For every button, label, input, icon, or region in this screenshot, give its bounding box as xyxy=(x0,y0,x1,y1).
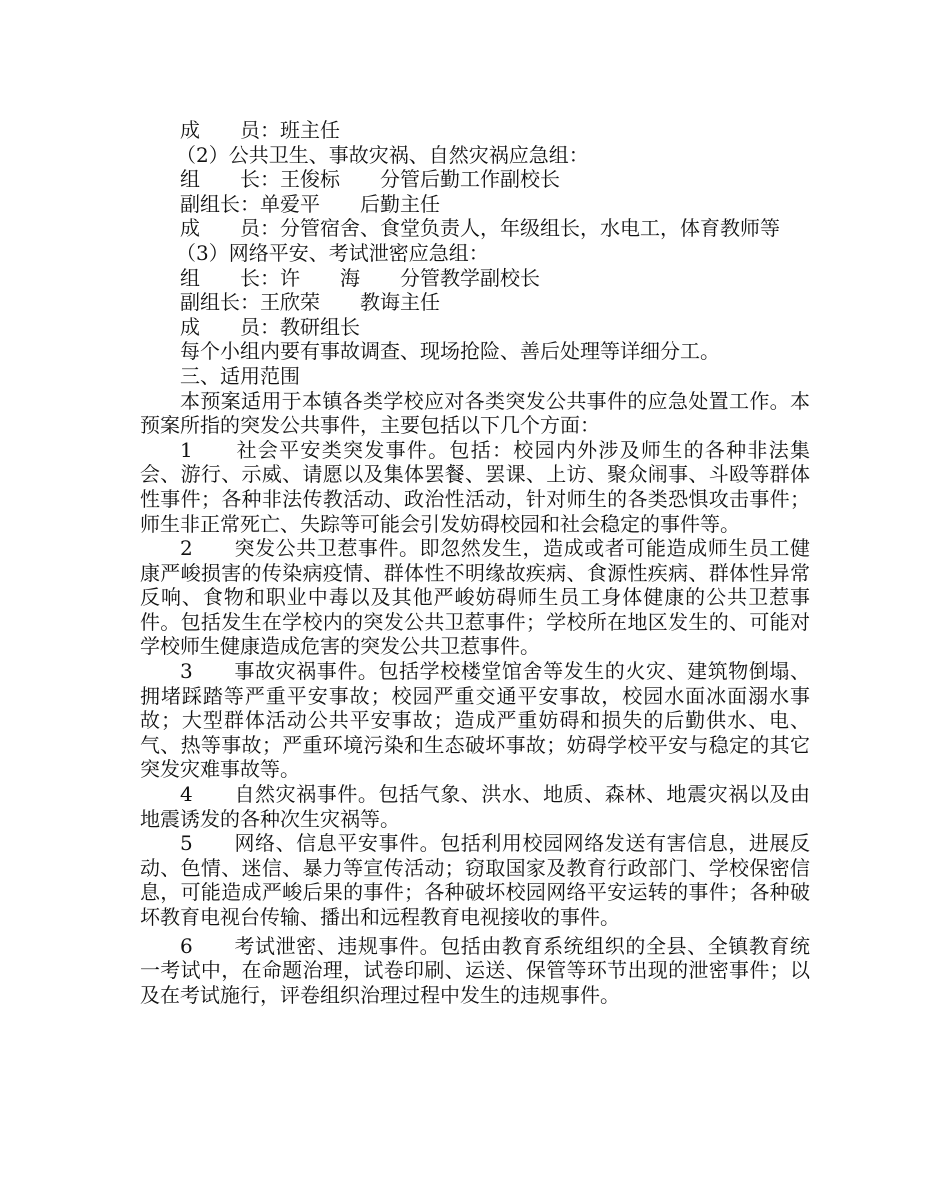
member-line-1: 成 员：班主任 xyxy=(180,118,340,142)
scope-item-4: 4 自然灾祸事件。包括气象、洪水、地质、森林、地震灾祸以及由地震诱发的各种次生灾祸等。 xyxy=(140,782,810,831)
leader-line-3: 组 长：许 海 分管教学副校长 xyxy=(180,265,540,290)
scope-intro: 本预案适用于本镇各类学校应对各类突发公共事件的应急处置工作。本预案所指的突发公共事件，主要包括以下几个方面： xyxy=(140,388,810,438)
deputy-leader-line-3: 副组长：王欣荣 教诲主任 xyxy=(180,290,440,315)
division-note: 每个小组内要有事故调查、现场抢险、善后处理等详细分工。 xyxy=(180,339,720,364)
leader-line-2: 组 长：王俊标 分管后勤工作副校长 xyxy=(180,167,560,192)
scope-item-1: 1 社会平安类突发事件。包括：校园内外涉及师生的各种非法集会、游行、示威、请愿以及集体罢餐、罢课、上访、聚众闹事、斗殴等群体性事件；各种非法传教活动、政治性活动，针对师生的各类恐惧攻击事件；师生非正常死亡、失踪等可能会引发妨碍校园和社会稳定的事件等。 xyxy=(140,437,810,536)
scope-item-5: 5 网络、信息平安事件。包括利用校园网络发送有害信息，进展反动、色情、迷信、暴力等宣传活动；窃取国家及教育行政部门、学校保密信息，可能造成严峻后果的事件；各种破坏校园网络平安运转的事件；各种破坏教育电视台传输、播出和远程教育电视接收的事件。 xyxy=(140,831,810,929)
scope-item-2: 2 突发公共卫惹事件。即忽然发生，造成或者可能造成师生员工健康严峻损害的传染病疫情、群体性不明缘故疾病、食源性疾病、群体性异常反响、食物和职业中毒以及其他严峻妨碍师生员工身体健康的公共卫惹事件。包括发生在学校内的突发公共卫惹事件；学校所在地区发生的、可能对学校师生健康造成危害的突发公共卫惹事件。 xyxy=(140,536,810,659)
deputy-leader-line-2: 副组长：单爱平 后勤主任 xyxy=(180,191,440,216)
section-heading-scope: 三、适用范围 xyxy=(180,363,300,388)
group-heading-3: （3）网络平安、考试泄密应急组： xyxy=(176,240,489,265)
member-line-3: 成 员：教研组长 xyxy=(180,314,360,339)
group-heading-2: （2）公共卫生、事故灾祸、自然灾祸应急组： xyxy=(176,142,589,167)
document-body xyxy=(140,118,810,1007)
scope-item-6: 6 考试泄密、违规事件。包括由教育系统组织的全县、全镇教育统一考试中，在命题治理，试卷印刷、运送、保管等环节出现的泄密事件；以及在考试施行，评卷组织治理过程中发生的违规事件。 xyxy=(140,933,810,1007)
scope-item-3: 3 事故灾祸事件。包括学校楼堂馆舍等发生的火灾、建筑物倒塌、拥堵踩踏等严重平安事故；校园严重交通平安事故，校园水面冰面溺水事故；大型群体活动公共平安事故；造成严重妨碍和损失的后勤供水、电、气、热等事故；严重环境污染和生态破坏事故；妨碍学校平安与稳定的其它突发灾难事故等。 xyxy=(140,659,810,782)
member-line-2: 成 员：分管宿舍、食堂负责人，年级组长，水电工，体育教师等 xyxy=(180,216,780,241)
